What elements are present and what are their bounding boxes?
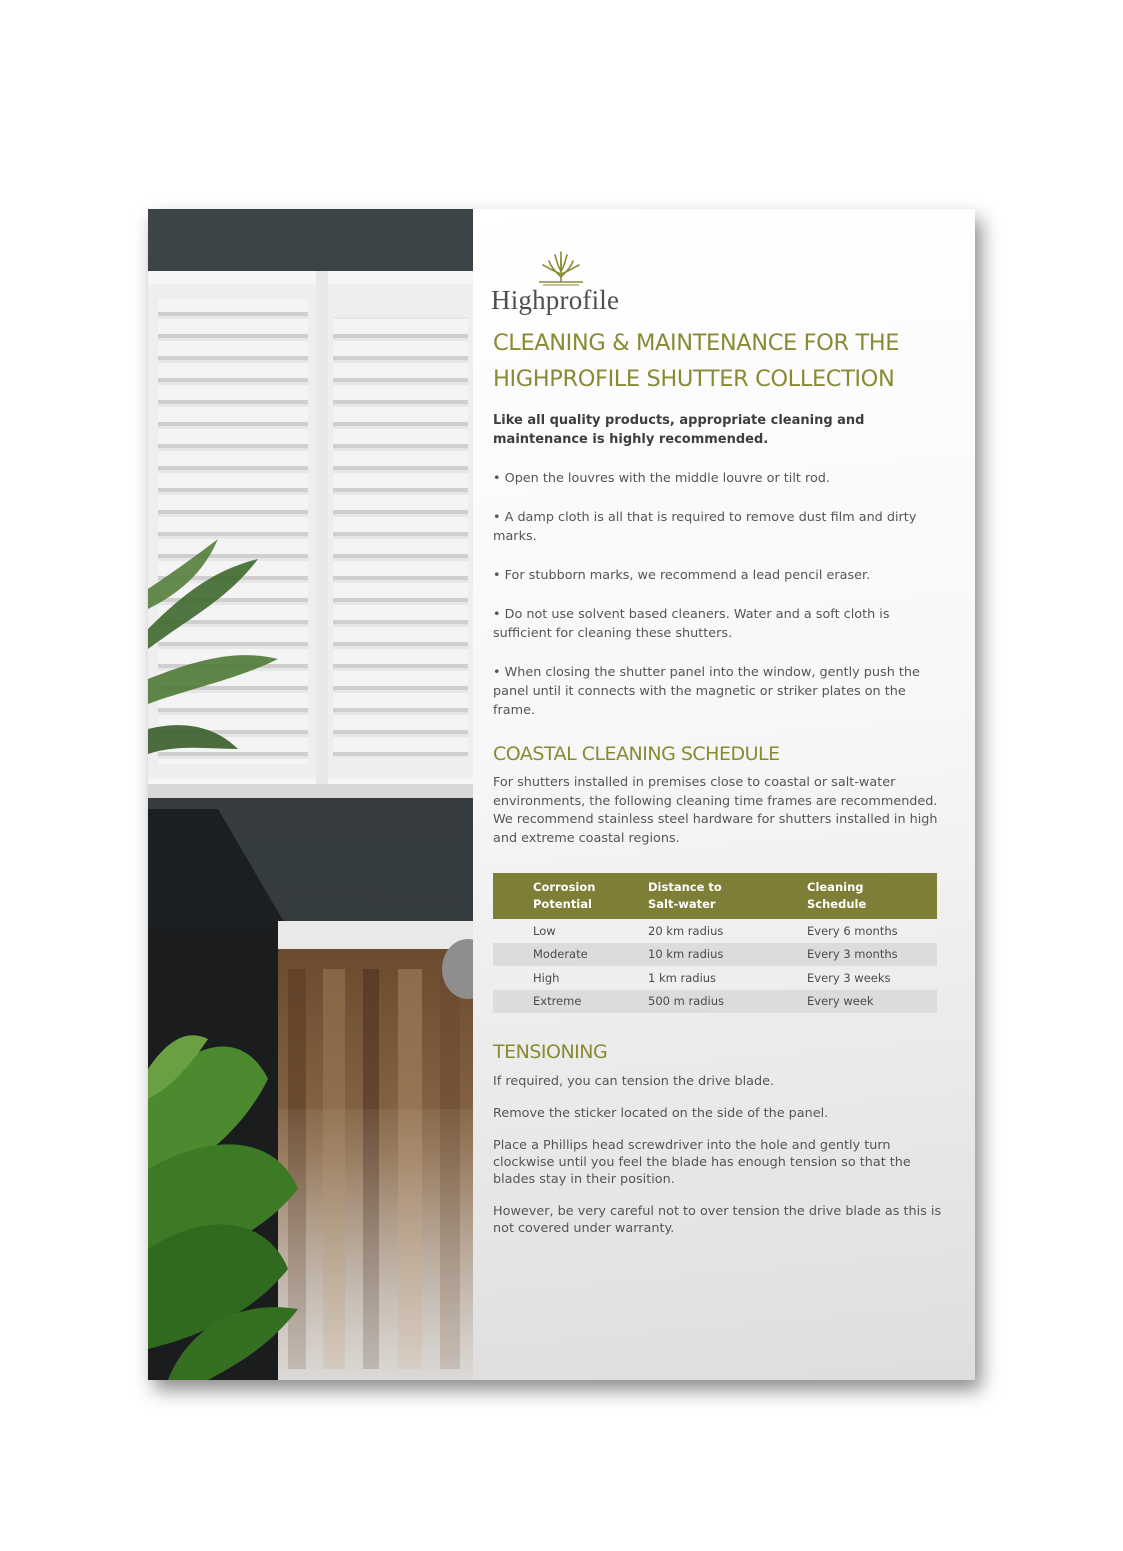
header-distance: Distance to Salt-water (648, 873, 807, 919)
table-cell: Low (533, 923, 556, 938)
table-row (493, 919, 937, 943)
tensioning-paragraph: However, be very careful not to over tension the drive blade as this is not covered under warranty. (493, 1204, 942, 1236)
header-corrosion: Corrosion Potential (493, 873, 648, 919)
table-cell: Every 3 weeks (807, 970, 891, 985)
header-schedule: Cleaning Schedule (807, 873, 937, 919)
table-cell: 1 km radius (648, 970, 717, 985)
coastal-heading: COASTAL CLEANING SCHEDULE (493, 743, 780, 765)
table-cell: Every 3 months (807, 943, 937, 967)
table-row (493, 990, 937, 1014)
shutter-room-photo (148, 209, 473, 1380)
care-tips-list (493, 469, 943, 740)
coastal-text: For shutters installed in premises close to coastal or salt-water environments, the following cleaning time frames are recommended. We recommend stainless steel hardware for shutters installed in high and extreme coastal regions. (493, 775, 938, 846)
table-row (493, 943, 937, 967)
table-cell: 500 m radius (648, 990, 807, 1014)
table-cell: 20 km radius (648, 923, 724, 938)
tensioning-paragraph: If required, you can tension the drive blade. (493, 1074, 775, 1089)
table-cell: Every week (807, 990, 937, 1014)
brochure-page (148, 209, 975, 1380)
table-header-row (493, 873, 937, 919)
table-row (493, 966, 937, 990)
photo-illustration (148, 209, 473, 1380)
table-cell: High (533, 970, 560, 985)
tensioning-section (493, 1073, 943, 1252)
list-item: • Open the louvres with the middle louvre or tilt rod. (493, 471, 830, 486)
intro-text: Like all quality products, appropriate cleaning and maintenance is highly recommended. (493, 413, 865, 447)
tensioning-paragraph: Place a Phillips head screwdriver into the hole and gently turn clockwise until you feel the blade has enough tension so that the blades stay in their position. (493, 1138, 911, 1187)
title-line: CLEANING & MAINTENANCE FOR THE (493, 330, 900, 356)
tensioning-paragraph: Remove the sticker located on the side of the panel. (493, 1106, 829, 1121)
list-item: • For stubborn marks, we recommend a lead pencil eraser. (493, 568, 871, 583)
table-cell: Every 6 months (807, 923, 898, 938)
brand-name: Highprofile (491, 285, 620, 315)
page-title (493, 325, 963, 397)
tensioning-heading: TENSIONING (493, 1041, 608, 1063)
table-cell: Extreme (493, 990, 648, 1014)
list-item: • When closing the shutter panel into the window, gently push the panel until it connects with the magnetic or striker plates on the frame. (493, 665, 920, 718)
coastal-schedule-table (493, 873, 937, 1013)
content-panel (473, 209, 975, 1380)
list-item: • Do not use solvent based cleaners. Water and a soft cloth is sufficient for cleaning these shutters. (493, 607, 890, 641)
table-cell: 10 km radius (648, 943, 807, 967)
table-cell: Moderate (493, 943, 648, 967)
title-line: HIGHPROFILE SHUTTER COLLECTION (493, 366, 895, 392)
list-item: • A damp cloth is all that is required to remove dust film and dirty marks. (493, 510, 917, 544)
